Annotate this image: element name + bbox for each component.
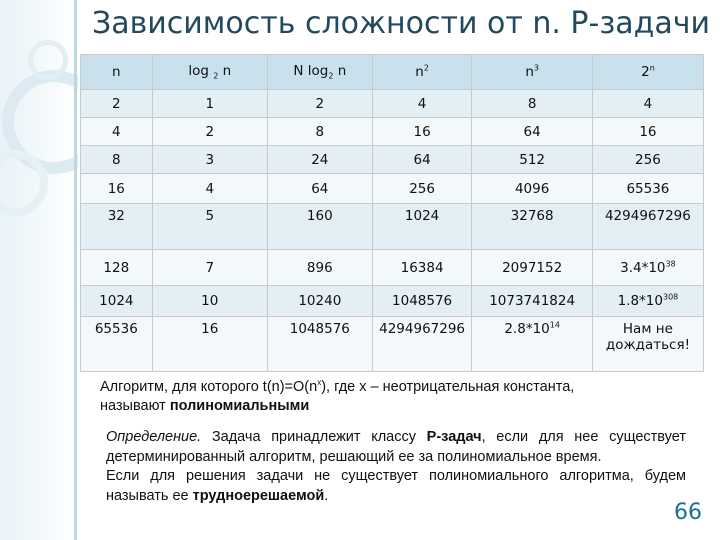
table-cell: 512 — [472, 146, 592, 174]
table-cell: 4 — [81, 118, 153, 146]
table-cell: 64 — [472, 118, 592, 146]
column-header: $n^3$ — [472, 55, 592, 90]
table-cell: 65536 — [81, 317, 153, 372]
table-cell: 4 — [592, 90, 703, 118]
table-cell: 24 — [267, 146, 372, 174]
table-cell: 1073741824 — [472, 286, 592, 317]
table-cell: 2 — [152, 118, 267, 146]
table-cell: 8 — [267, 118, 372, 146]
para1-text: Алгоритм, для которого t(n)=O(n — [100, 379, 318, 395]
table-cell: 4294967296 — [592, 204, 703, 250]
table-cell: 896 — [267, 250, 372, 286]
table-cell: 2 — [267, 90, 372, 118]
table-cell: 256 — [592, 146, 703, 174]
column-header: N $\log_2 n$ — [267, 55, 372, 90]
definition-paragraph — [106, 428, 686, 506]
table-cell: 16 — [372, 118, 472, 146]
table-cell: 1024 — [81, 286, 153, 317]
table-row — [81, 174, 704, 204]
complexity-table — [80, 54, 704, 372]
definition-text: Если для решения задачи не существует полиномиального алгоритма, будем называть ее — [106, 468, 686, 504]
table-cell: 32 — [81, 204, 153, 250]
table-cell: 10 — [152, 286, 267, 317]
table-cell: 256 — [372, 174, 472, 204]
table-cell: 64 — [372, 146, 472, 174]
table-cell: 4 — [372, 90, 472, 118]
table-cell: $2.8*10^{14}$ — [472, 317, 592, 372]
table-row — [81, 204, 704, 250]
decorative-sidebar — [0, 0, 78, 540]
table-cell: 10240 — [267, 286, 372, 317]
table-cell: 5 — [152, 204, 267, 250]
definition-label: Определение. — [106, 429, 202, 445]
table-cell: 128 — [81, 250, 153, 286]
definition-text: . — [324, 487, 329, 504]
table-cell: 4096 — [472, 174, 592, 204]
table-cell: 3 — [152, 146, 267, 174]
term-p-problems: Р-задач — [426, 429, 482, 445]
table-cell: 4294967296 — [372, 317, 472, 372]
table-row — [81, 250, 704, 286]
table-cell: 2 — [81, 90, 153, 118]
table-cell: 2097152 — [472, 250, 592, 286]
table-cell: 16 — [592, 118, 703, 146]
definition-text: , если для нее существует детерминированный алгоритм, решающий ее за полиномиальное время. — [106, 429, 686, 465]
table-header-row — [81, 55, 704, 90]
table-cell: $3.4*10^{38}$ — [592, 250, 703, 286]
table-cell: 32768 — [472, 204, 592, 250]
table-cell: 8 — [472, 90, 592, 118]
polynomial-paragraph — [100, 378, 620, 416]
decor-circle — [28, 40, 68, 80]
table-row — [81, 90, 704, 118]
para1-text: ), где x – неотрицательная константа, называют — [100, 379, 575, 414]
table-row — [81, 317, 704, 372]
table-cell: 1048576 — [372, 286, 472, 317]
table-cell: 1 — [152, 90, 267, 118]
table-cell: 16 — [152, 317, 267, 372]
term-hard-problem: трудноерешаемой — [192, 487, 325, 504]
definition-text: Задача принадлежит классу — [201, 429, 427, 445]
column-header: 2$^n$ — [592, 55, 703, 90]
column-header: $n^2$ — [372, 55, 472, 90]
page-number: 66 — [674, 500, 702, 525]
column-header: log $_2$ n — [152, 55, 267, 90]
para1-exponent: x — [317, 378, 322, 388]
table-row — [81, 146, 704, 174]
table-cell: 16 — [81, 174, 153, 204]
table-cell: 1024 — [372, 204, 472, 250]
table-cell: Нам не дождаться! — [592, 317, 703, 372]
table-cell: 8 — [81, 146, 153, 174]
table-cell: 64 — [267, 174, 372, 204]
column-header: n — [81, 55, 153, 90]
table-row — [81, 118, 704, 146]
slide-title: Зависимость сложности от n. Р-задачи — [92, 6, 711, 41]
table-cell: 65536 — [592, 174, 703, 204]
table-cell: 1048576 — [267, 317, 372, 372]
table-cell: 16384 — [372, 250, 472, 286]
term-polynomial: полиномиальными — [169, 398, 310, 414]
table-cell: 4 — [152, 174, 267, 204]
table-cell: 7 — [152, 250, 267, 286]
table-cell: 160 — [267, 204, 372, 250]
table-row — [81, 286, 704, 317]
table-cell: $1.8*10^{308}$ — [592, 286, 703, 317]
